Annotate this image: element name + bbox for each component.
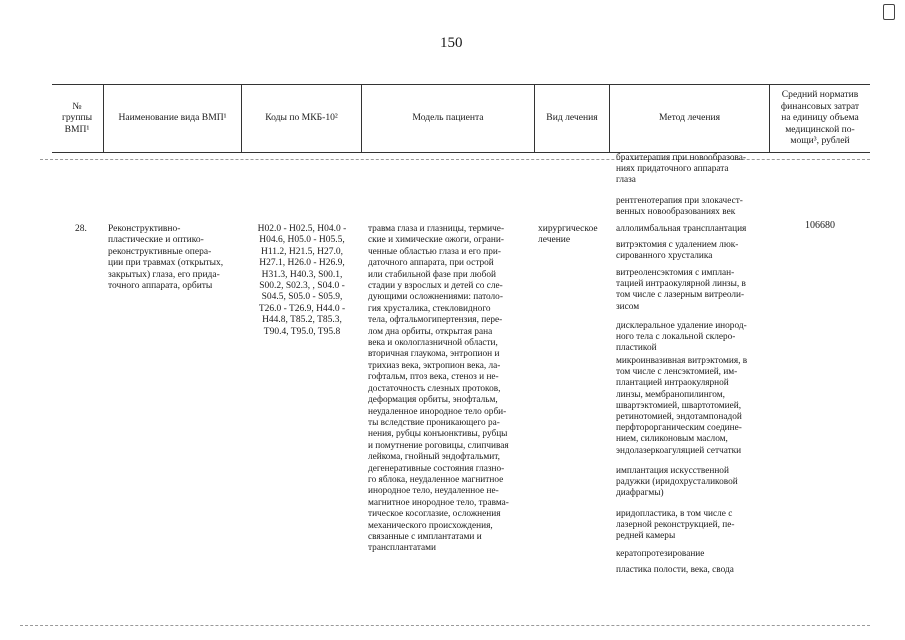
icd-codes-cell: H02.0 - H02.5, H04.0 - H04.6, H05.0 - H05.5, H11.2, H21.5, H27.0, H27.1, H26.0 - H26.9, H31.3, H40.3, S00.1, S00.2, S02.3, , S04.0 - S04.5, S05.0 - S05.9, T26.0 - T26.9, H44.0 - H44.8, T85.2, T85.3, T90.4, T95.0, T95.8: [257, 224, 347, 337]
header-group-number: [52, 86, 102, 150]
header-vmp-name-text: Наименование вида ВМП¹: [118, 112, 227, 124]
vmp-name-cell: Реконструктивно- пластические и оптико- реконструктивные опера- ции при травмах (открытых, закрытых) глаза, его прида- точного аппарата, орбиты: [108, 224, 224, 292]
continuation-method: рентгенотерапия при злокачест- венных новообразованиях век: [616, 196, 743, 218]
method-item: витреоленсэктомия с имплан- тацией интраокулярной линзы, в том числе с лазерным витреоли- зисом: [616, 268, 746, 312]
header-top-border: [52, 84, 870, 85]
header-vmp-name: [104, 86, 241, 150]
header-treatment-method: [610, 86, 769, 150]
row-number: 28.: [75, 224, 87, 234]
continuation-method: брахитерапия при новообразова- ниях придаточного аппарата глаза: [616, 153, 746, 186]
method-item: микроинвазивная витрэктомия, в том числе с ленсэктомией, им- плантацией интраокулярной линзы, мембранопилингом, швартэктомией, швартотомией, ретинотомией, эндотампонадой перфторорганическим соедине- нием, силиконовым маслом, эндолазеркоагуляцией сетчатки: [616, 356, 748, 456]
header-icd-codes: [242, 86, 361, 150]
method-item: иридопластика, в том числе с лазерной реконструкцией, пе- редней камеры: [616, 509, 735, 542]
method-item: кератопротезирование: [616, 549, 705, 559]
scan-corner-mark: [883, 4, 895, 20]
method-item: дисклеральное удаление инород- ного тела с локальной склеро- пластикой: [616, 321, 747, 354]
treatment-type-cell: хирургическое лечение: [538, 224, 598, 246]
header-average-cost-text: Средний норматив финансовых затрат на единицу объема медицинской по- мощи³, рублей: [780, 89, 860, 147]
header-treatment-method-text: Метод лечения: [658, 112, 721, 124]
header-patient-model-text: Модель пациента: [412, 112, 484, 124]
header-treatment-type: [535, 86, 609, 150]
header-group-number-text: № группы ВМП¹: [61, 100, 93, 135]
page-number: 150: [440, 35, 463, 51]
patient-model-cell: травма глаза и глазницы, термиче- ские и химические ожоги, ограни- ченные областью глаза и его при- даточного аппарата, при острой или стабильной фазе при любой стадии у взрослых и детей со сле- дующими осложнениями: патоло- гия хрусталика, стекловидного тела, офтальмогипертензия, пере- лом дна орбиты, открытая рана века и окологлазничной области, вторичная глаукома, энтропион и трихиаз века, эктропион века, ла- гофтальм, птоз века, стеноз и не- достаточность слезных протоков, деформация орбиты, энофтальм, неудаленное инородное тело орби- ты вследствие проникающего ра- нения, рубцы конъюнктивы, рубцы и помутнение роговицы, слипчивая лейкома, гнойный эндофтальмит, дегенеративные состояния глазно- го яблока, неудаленное магнитное инородное тело, неудаленное не- магнитное инородное тело, травма- тическое косоглазие, осложнения механического происхождения, связанные с имплантатами и трансплантатами: [368, 224, 509, 554]
header-patient-model: [362, 86, 534, 150]
average-cost-value: 106680: [805, 220, 835, 231]
scan-artifact-line: [20, 625, 870, 626]
header-icd-codes-text: Коды по МКБ-10²: [265, 112, 338, 124]
header-treatment-type-text: Вид лечения: [546, 112, 598, 124]
method-item: аллолимбальная трансплантация: [616, 224, 747, 234]
method-item: имплантация искусственной радужки (иридохрусталиковой диафрагмы): [616, 466, 738, 499]
header-average-cost: [770, 86, 870, 150]
method-item: витрэктомия с удалением люк- сированного хрусталика: [616, 240, 739, 262]
method-item: пластика полости, века, свода: [616, 565, 734, 575]
